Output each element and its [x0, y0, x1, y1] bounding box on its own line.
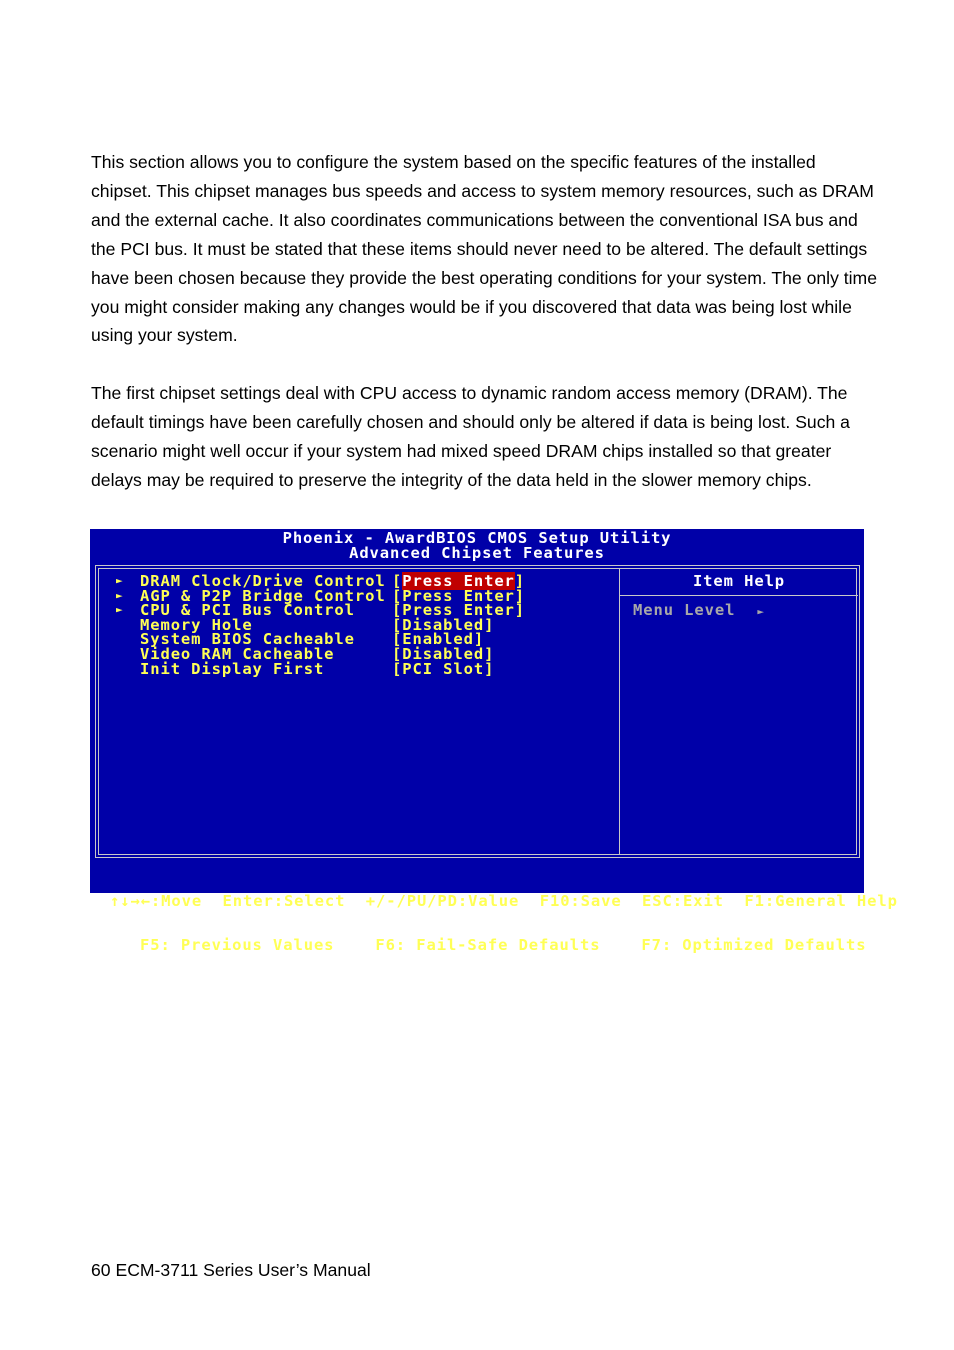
bios-item-label: System BIOS Cacheable: [140, 630, 355, 649]
menu-level-arrow-icon: ►: [757, 605, 765, 618]
bios-item-init-display-first[interactable]: [116, 659, 495, 678]
bios-item-label: DRAM Clock/Drive Control: [140, 572, 386, 590]
bios-item-label: AGP & P2P Bridge Control: [140, 586, 386, 605]
selected-value-highlight: Press Enter: [402, 572, 515, 590]
bios-item-label: Memory Hole: [140, 615, 253, 634]
bios-title: [90, 531, 864, 560]
menu-level: [633, 603, 765, 620]
bios-item-value[interactable]: [PCI Slot]: [392, 659, 495, 678]
submenu-arrow-icon: ►: [116, 603, 124, 617]
intro-paragraph-1: This section allows you to configure the system based on the specific features of the installed chipset. This chipset manages bus speeds and access to system memory resources, such as DRAM and the external cache. It also coordinates communications between the conventional ISA bus and the PCI bus. It must be stated that these items should never need to be altered. The default settings have been chosen because they provide the best operating conditions for your system. The only time you might consider making any changes would be if you discovered that data was being lost while using your system.: [91, 152, 877, 346]
menu-level-label: Menu Level: [633, 601, 736, 619]
bios-item-label: Video RAM Cacheable: [140, 644, 335, 663]
bios-item-value[interactable]: [Press Enter]: [392, 572, 526, 590]
bios-item-label: Init Display First: [140, 659, 325, 678]
submenu-arrow-icon: ►: [116, 588, 124, 602]
item-help-title: Item Help: [692, 572, 786, 590]
bios-key-legend: [90, 865, 898, 982]
bios-panel-divider: [619, 568, 620, 855]
bios-item-value[interactable]: [Press Enter]: [392, 586, 526, 605]
bios-item-value[interactable]: [Disabled]: [392, 644, 495, 663]
submenu-arrow-icon: ►: [116, 574, 124, 587]
item-help-rule: [620, 595, 858, 596]
page-footer: 60 ECM-3711 Series User’s Manual: [91, 1260, 371, 1280]
bios-screenshot: [90, 529, 898, 954]
bios-item-label: CPU & PCI Bus Control: [140, 601, 355, 620]
bios-item-value[interactable]: [Disabled]: [392, 615, 495, 634]
bios-key-legend-line-2: F5: Previous Values F6: Fail-Safe Defaults F7: Optimized Defaults: [140, 935, 867, 954]
bios-item-value[interactable]: [Enabled]: [392, 630, 485, 649]
bios-item-value[interactable]: [Press Enter]: [392, 601, 526, 620]
bios-title-line-2: Advanced Chipset Features: [349, 543, 605, 562]
bios-key-legend-line-1: ↑↓→←:Move Enter:Select +/-/PU/PD:Value F10:Save ESC:Exit F1:General Help: [110, 892, 898, 911]
intro-paragraph-2: The first chipset settings deal with CPU access to dynamic random access memory (DRAM). The default timings have been carefully chosen and should only be altered if data is being lost. Such a scenario might well occur if your system had mixed speed DRAM chips installed so that greater delays may be required to preserve the integrity of the data held in the slower memory chips.: [91, 383, 850, 490]
bios-item-list: [116, 572, 526, 678]
bios-title-line-1: Phoenix - AwardBIOS CMOS Setup Utility: [282, 529, 672, 547]
